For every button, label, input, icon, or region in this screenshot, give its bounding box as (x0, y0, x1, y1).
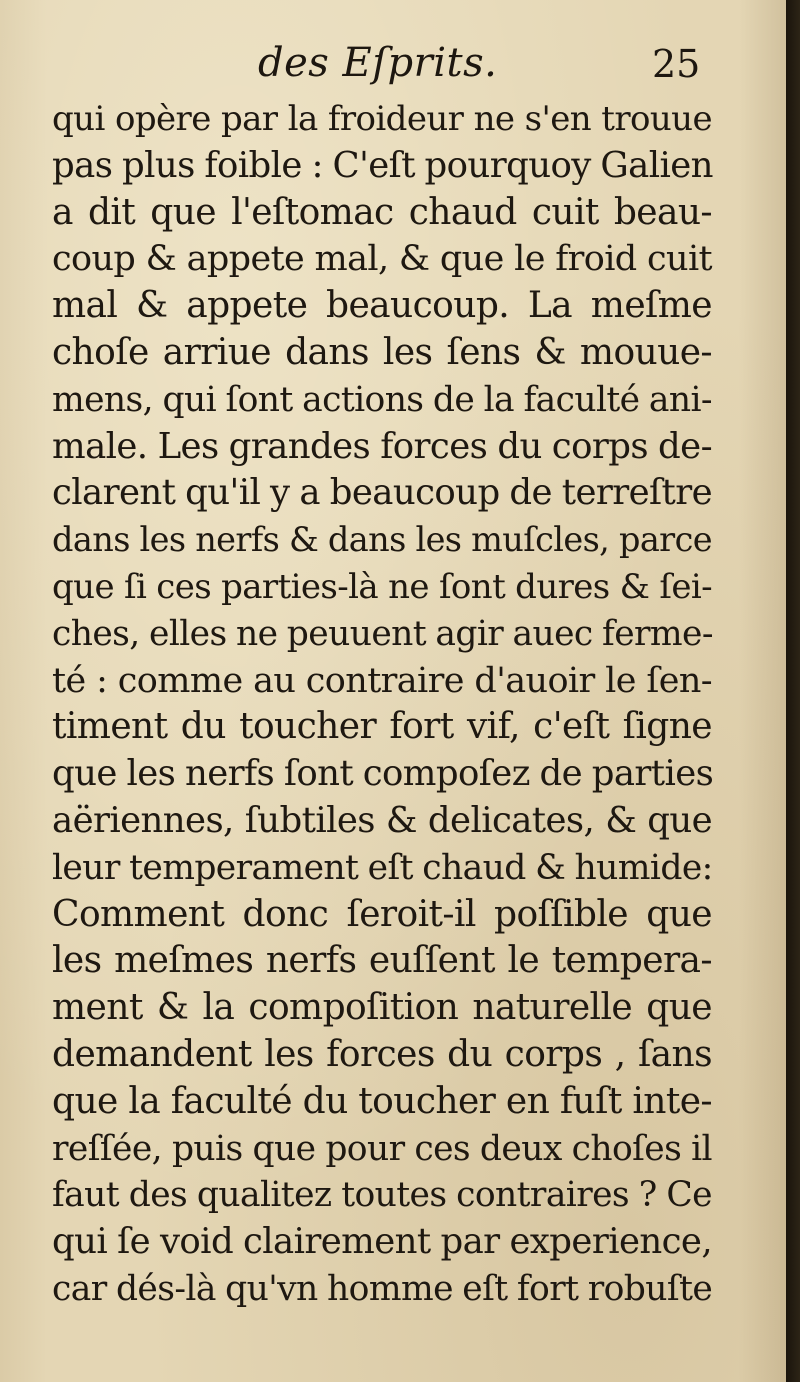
text-line: mal & appete beaucoup. La meſme (52, 285, 712, 327)
body-text (52, 96, 712, 1313)
text-line: choſe arriue dans les ſens & mouue- (52, 331, 712, 373)
text-line: que les nerfs ſont compoſez de parties (52, 753, 714, 795)
text-line: male. Les grandes forces du corps de- (52, 425, 712, 467)
page-header (0, 38, 786, 98)
text-line: dans les nerfs & dans les muſcles, parce (52, 520, 712, 560)
text-line: les meſmes nerfs euſſent le tempera- (52, 940, 712, 982)
text-line: que la faculté du toucher en fuſt inte- (52, 1080, 712, 1122)
text-line: té : comme au contraire d'auoir le ſen- (52, 660, 712, 701)
text-line: car dés-là qu'vn homme eſt fort robuſte (52, 1268, 713, 1309)
text-line: leur temperament eſt chaud & humide: (52, 847, 713, 888)
text-line: demandent les forces du corps , ſans (52, 1033, 712, 1075)
text-line: reſſée, puis que pour ces deux choſes il (52, 1128, 712, 1169)
running-title: des Eſprits. (258, 40, 498, 86)
text-line: a dit que l'eſtomac chaud cuit beau- (52, 191, 712, 233)
page-number: 25 (652, 42, 701, 86)
text-line: timent du toucher fort vif, c'eſt ſigne (52, 706, 712, 748)
text-line: ches, elles ne peuuent agir auec ferme- (52, 613, 713, 654)
text-line: mens, qui ſont actions de la faculté ani- (52, 379, 712, 420)
text-line: Comment donc ſeroit-il poſſible que (52, 893, 712, 935)
text-line: que ſi ces parties-là ne ſont dures & ſei- (52, 566, 712, 607)
text-line: qui ſe void clairement par experience, (52, 1221, 712, 1263)
text-line: clarent qu'il y a beaucoup de terreſtre (52, 472, 712, 514)
text-line: aëriennes, ſubtiles & delicates, & que (52, 799, 712, 841)
text-line: qui opère par la froideur ne s'en trouue (52, 99, 712, 139)
text-line: pas plus foible : C'eſt pourquoy Galien (52, 144, 713, 186)
text-line: coup & appete mal, & que le froid cuit (52, 239, 712, 280)
text-line: faut des qualitez toutes contraires ? Ce (52, 1175, 712, 1216)
text-line: ment & la compoſition naturelle que (52, 987, 712, 1029)
page-edge-shadow (786, 0, 800, 1382)
